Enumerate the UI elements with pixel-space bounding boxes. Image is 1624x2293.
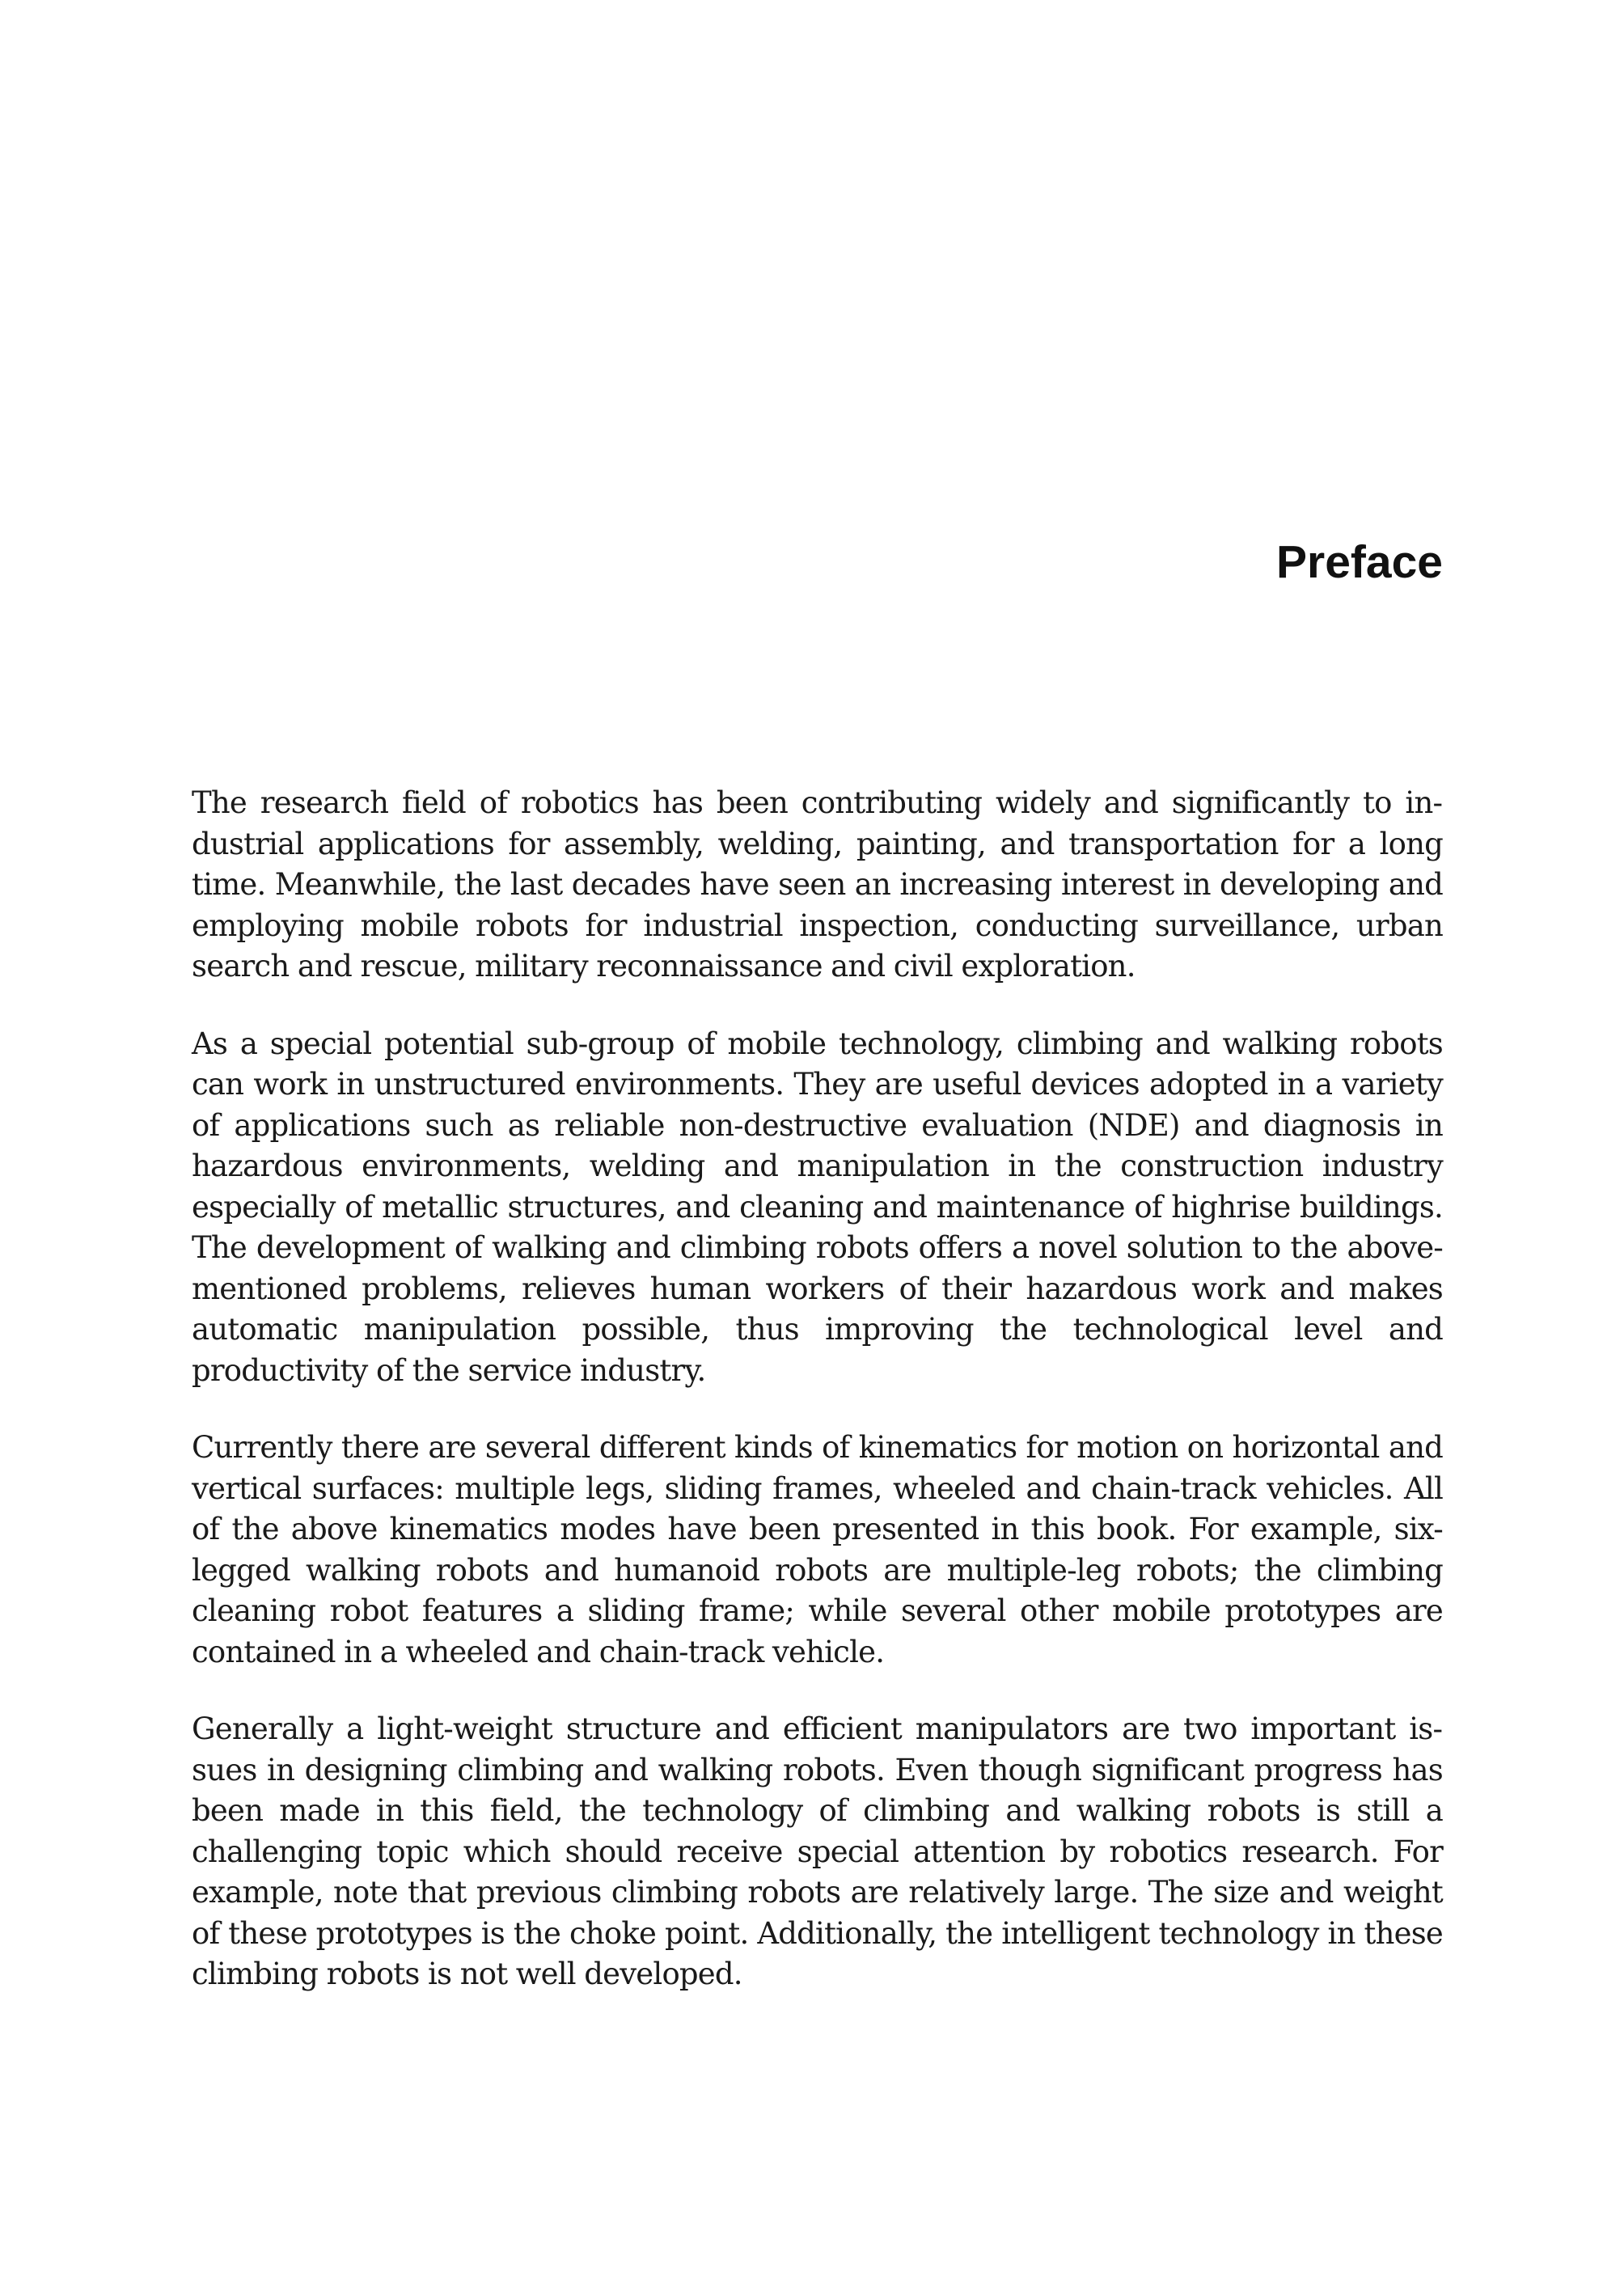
paragraph-4: Generally a light-weight structure and efficient manipulators are two important issues in designing climbing and walking robots. Even though significant progress has been made in this field, the technology of climbing and walking robots is still a challenging topic which should receive special attention by robotics research. For example, note that previous climbing robots are relatively large. The size and weight of these prototypes is the choke point. Additionally, the intelligent technology in these climbing robots is not well developed. bbox=[192, 1711, 1443, 1991]
paragraph-1: The research field of robotics has been contributing widely and significantly to industrial applications for assembly, welding, painting, and transportation for a long time. Meanwhile, the last decades have seen an increasing interest in developing and employing mobile robots for industrial inspection, conducting surveillance, urban search and rescue, military reconnaissance and civil exploration. bbox=[192, 785, 1443, 984]
page-title: Preface bbox=[1276, 536, 1443, 588]
preface-body bbox=[192, 783, 1443, 2032]
paragraph-3: Currently there are several different kinds of kinematics for motion on horizontal and vertical surfaces: multiple legs, sliding frames, wheeled and chain-track vehicles. All of the above kinematics modes have been presented in this book. For example, six-legged walking robots and humanoid robots are multiple-leg robots; the climbing cleaning robot features a sliding frame; while several other mobile prototypes are contained in a wheeled and chain-track vehicle. bbox=[192, 1430, 1443, 1669]
paragraph-2: As a special potential sub-group of mobile technology, climbing and walking robots can work in unstructured environments. They are useful devices adopted in a variety of applications such as reliable non-destructive evaluation (NDE) and diagnosis in hazardous environments, welding and manipulation in the construction industry especially of metallic structures, and cleaning and maintenance of highrise buildings. The development of walking and climbing robots offers a novel solution to the above-mentioned problems, relieves human workers of their hazardous work and makes automatic manipulation possible, thus improving the technological level and productivity of the service industry. bbox=[192, 1026, 1443, 1388]
